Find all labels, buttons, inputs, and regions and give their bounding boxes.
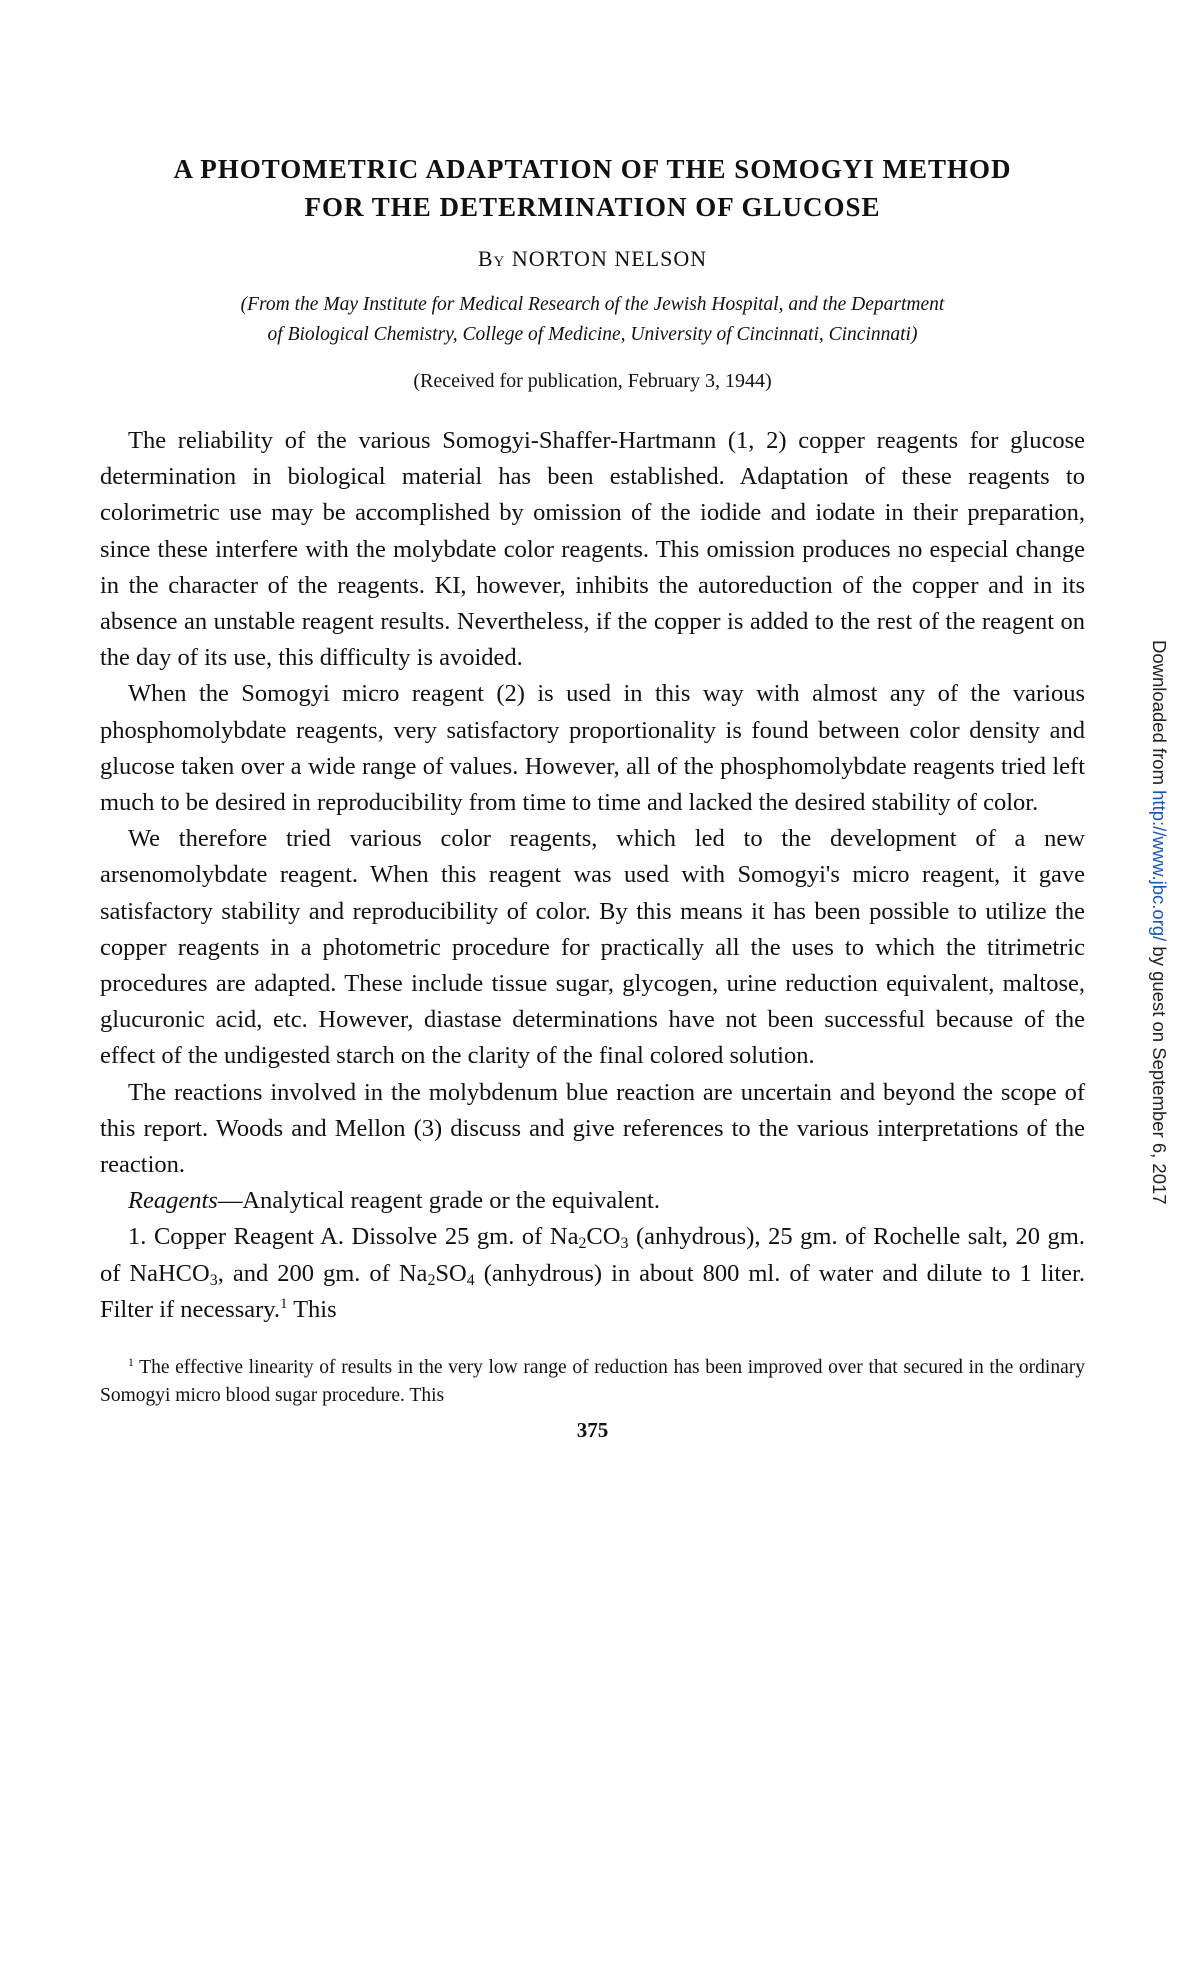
copper-text-a: 1. Copper Reagent A. Dissolve 25 gm. of Na [128, 1223, 579, 1251]
author-name: NORTON NELSON [511, 246, 708, 271]
paragraph-3: We therefore tried various color reagents, which led to the development of a new arsenomolybdate reagent. When this reagent was used with Somogyi's micro reagent, it gave satisfactory stability and reproducibility of color. By this means it has been possible to utilize the copper reagents in a photometric procedure for practically all the uses to which the titrimetric procedures are adapted. These include tissue sugar, glycogen, urine reduction equivalent, maltose, glucuronic acid, etc. However, diastase determinations have not been successful because of the effect of the undigested starch on the clarity of the final colored solution. [100, 825, 1085, 1070]
paragraph-copper-reagent [100, 1219, 1085, 1328]
author-prefix: By [477, 246, 506, 271]
author-line [100, 246, 1085, 272]
copper-text-g: This [287, 1295, 337, 1323]
footnote-body: The effective linearity of results in the very low range of reduction has been improved over that secured in the ordinary Somogyi micro blood sugar procedure. This [100, 1357, 1085, 1407]
paragraph-reagents [100, 1183, 1085, 1219]
page-number: 375 [576, 1418, 609, 1443]
subscript: 2 [427, 1271, 436, 1289]
jbc-link[interactable]: http://www.jbc.org/ [1149, 790, 1170, 942]
article-title [100, 150, 1085, 226]
download-notice [1148, 640, 1170, 1205]
subscript: 3 [209, 1271, 218, 1289]
paragraph-4: The reactions involved in the molybdenum blue reaction are uncertain and beyond the scope of this report. Woods and Mellon (3) discuss and give references to the various interpretations of the reaction. [100, 1078, 1085, 1179]
paragraph-2: When the Somogyi micro reagent (2) is used in this way with almost any of the various phosphomolybdate reagents, very satisfactory proportionality is found between color density and glucose taken over a wide range of values. However, all of the phosphomolybdate reagents tried left much to be desired in reproducibility from time to time and lacked the desired stability of color. [100, 680, 1085, 817]
subscript: 3 [620, 1235, 629, 1253]
copper-text-d: , and 200 gm. of Na [217, 1259, 428, 1287]
title-line-1: A PHOTOMETRIC ADAPTATION OF THE SOMOGYI METHOD [173, 154, 1012, 184]
copper-text-e: SO [435, 1259, 467, 1287]
subscript: 4 [466, 1271, 475, 1289]
affiliation-line-2: of Biological Chemistry, College of Medicine, University of Cincinnati, Cincinnati) [267, 324, 918, 345]
reagents-heading: Reagents [128, 1187, 218, 1215]
reagents-text: —Analytical reagent grade or the equivalent. [217, 1187, 660, 1215]
affiliation-line-1: (From the May Institute for Medical Research of the Jewish Hospital, and the Department [240, 294, 945, 315]
footnote-ref[interactable]: 1 [280, 1296, 288, 1313]
copper-text-b: CO [586, 1223, 621, 1251]
copper-text-f: (anhydrous) in about 800 ml. of water and dilute to 1 liter. Filter if necessary. [100, 1259, 1085, 1323]
title-line-2: FOR THE DETERMINATION OF GLUCOSE [304, 192, 881, 222]
download-suffix: by guest on September 6, 2017 [1149, 941, 1170, 1205]
received-date: (Received for publication, February 3, 1944) [413, 370, 772, 392]
article-body [100, 423, 1085, 1328]
footnote-marker: 1 [128, 1356, 134, 1370]
copper-text-c: (anhydrous), 25 gm. of Rochelle salt, 20 gm. of NaHCO [100, 1223, 1085, 1287]
article-page [100, 150, 1085, 1443]
subscript: 2 [578, 1235, 587, 1253]
footnote [100, 1354, 1085, 1410]
footnote-text [100, 1354, 1085, 1410]
paragraph-1: The reliability of the various Somogyi-Shaffer-Hartmann (1, 2) copper reagents for glucose determination in biological material has been established. Adaptation of these reagents to colorimetric use may be accomplished by omission of the iodide and iodate in their preparation, since these interfere with the molybdate color reagents. This omission produces no especial change in the character of the reagents. KI, however, inhibits the autoreduction of the copper and in its absence an unstable reagent results. Nevertheless, if the copper is added to the rest of the reagent on the day of its use, this difficulty is avoided. [100, 427, 1085, 672]
download-prefix: Downloaded from [1149, 640, 1170, 791]
affiliation [100, 290, 1085, 350]
